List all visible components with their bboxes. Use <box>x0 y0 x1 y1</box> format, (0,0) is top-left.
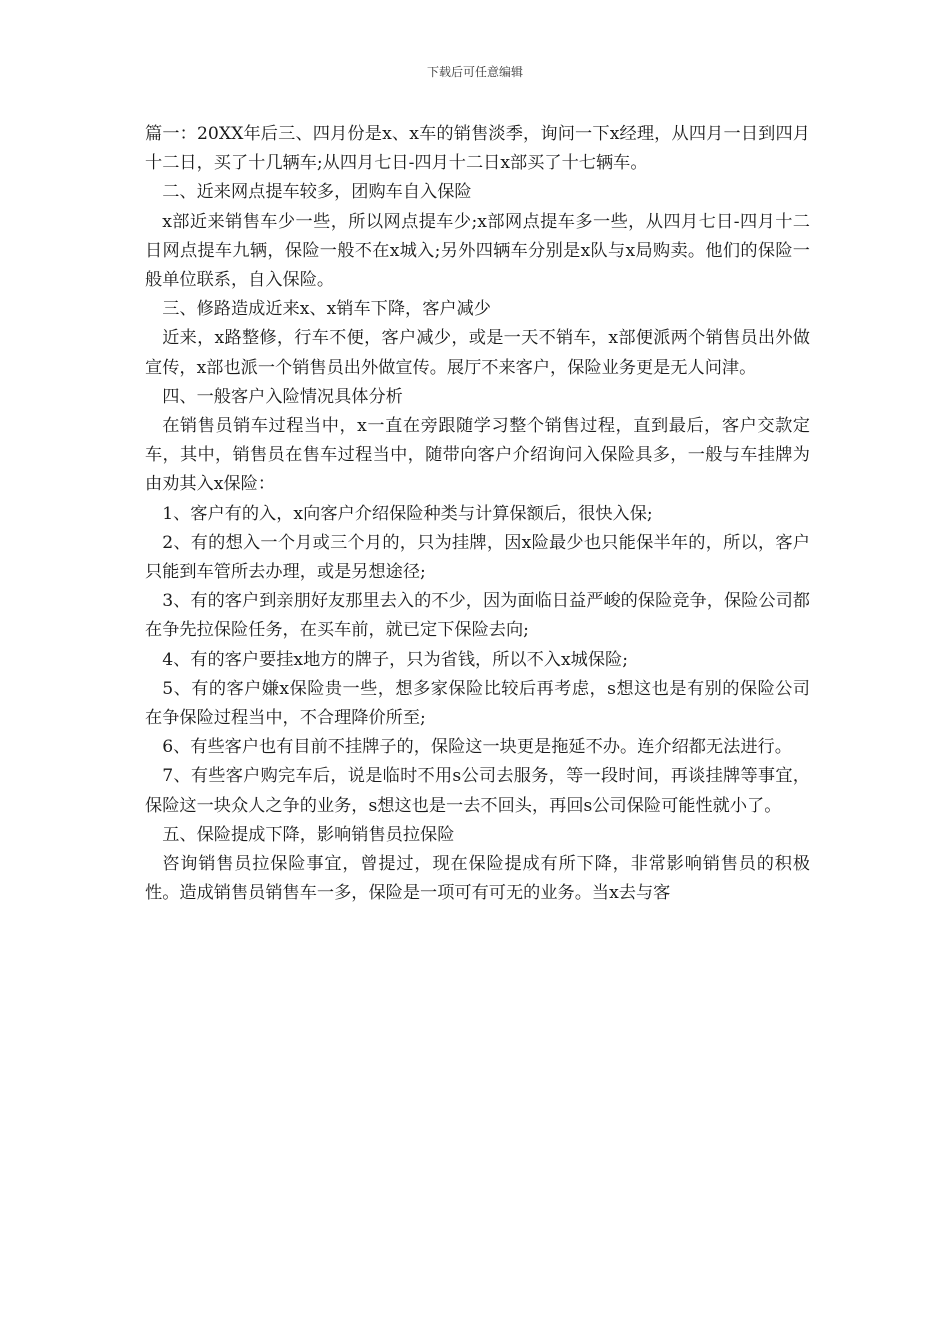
paragraph-intro: 篇一：20XX年后三、四月份是x、x车的销售淡季，询问一下x经理，从四月一日到四月十二日，买了十几辆车;从四月七日-四月十二日x部买了十七辆车。 <box>145 124 810 174</box>
section-heading-3: 三、修路造成近来x、x销车下降，客户减少 <box>162 299 491 320</box>
list-item: 1、客户有的入，x向客户介绍保险种类与计算保额后，很快入保; <box>162 503 653 524</box>
paragraph: 咨询销售员拉保险事宜，曾提过，现在保险提成有所下降，非常影响销售员的积极性。造成销售员销售车一多，保险是一项可有可无的业务。当x去与客 <box>145 854 810 904</box>
list-item: 4、有的客户要挂x地方的牌子，只为省钱，所以不入x城保险; <box>162 649 628 670</box>
section-heading-5: 五、保险提成下降，影响销售员拉保险 <box>162 824 455 845</box>
paragraph: 近来，x路整修，行车不便，客户减少，或是一天不销车，x部便派两个销售员出外做宣传，x部也派一个销售员出外做宣传。展厅不来客户，保险业务更是无人问津。 <box>145 328 810 378</box>
list-item: 6、有些客户也有目前不挂牌子的，保险这一块更是拖延不办。连介绍都无法进行。 <box>162 737 792 758</box>
section-heading-2: 二、近来网点提车较多，团购车自入保险 <box>162 182 472 203</box>
document-body <box>145 120 810 908</box>
list-item: 7、有些客户购完车后，说是临时不用s公司去服务，等一段时间，再谈挂牌等事宜，保险这一块众人之争的业务，s想这也是一去不回头，再回s公司保险可能性就小了。 <box>145 766 810 816</box>
page-header: 下载后可任意编辑 <box>426 65 523 79</box>
list-item: 5、有的客户嫌x保险贵一些，想多家保险比较后再考虑，s想这也是有别的保险公司在争保险过程当中，不合理降价所至; <box>145 678 810 729</box>
list-item: 3、有的客户到亲朋好友那里去入的不少，因为面临日益严峻的保险竞争，保险公司都在争先拉保险任务，在买车前，就已定下保险去向; <box>145 591 810 641</box>
paragraph: x部近来销售车少一些，所以网点提车少;x部网点提车多一些，从四月七日-四月十二日网点提车九辆，保险一般不在x城入;另外四辆车分别是x队与x局购卖。他们的保险一般单位联系，自入保险。 <box>145 211 810 291</box>
section-heading-4: 四、一般客户入险情况具体分析 <box>162 386 403 407</box>
paragraph: 在销售员销车过程当中，x一直在旁跟随学习整个销售过程，直到最后，客户交款定车，其中，销售员在售车过程当中，随带向客户介绍询问入保险具多，一般与车挂牌为由劝其入x保险： <box>145 416 810 495</box>
list-item: 2、有的想入一个月或三个月的，只为挂牌，因x险最少也只能保半年的，所以，客户只能到车管所去办理，或是另想途径; <box>145 532 810 583</box>
